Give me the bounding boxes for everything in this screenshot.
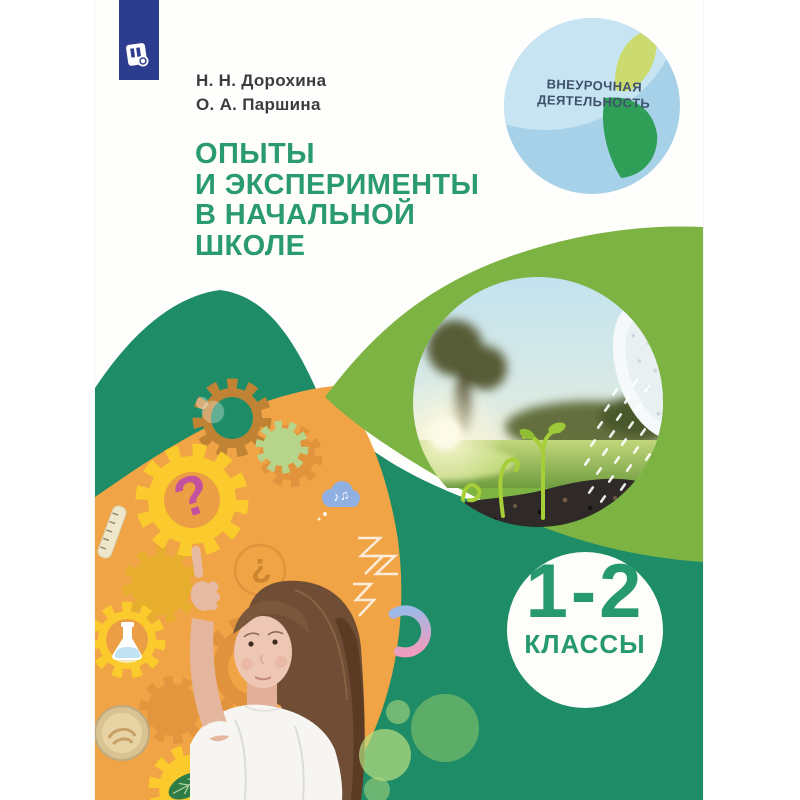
music-notes-icon: ♪♫: [331, 486, 351, 505]
authors-block: [196, 69, 326, 117]
grade-range: 1-2: [525, 549, 645, 634]
grade-label: КЛАССЫ: [524, 629, 646, 659]
title-line-3: В НАЧАЛЬНОЙ: [195, 199, 416, 231]
publisher-logo: [119, 0, 159, 80]
title-line-2: И ЭКСПЕРИМЕНТЫ: [195, 168, 480, 201]
author-line-1: Н. Н. Дорохина: [196, 71, 327, 90]
badge-text-line-2: ДЕЯТЕЛЬНОСТЬ: [536, 92, 651, 111]
cover-artwork: [95, 0, 703, 800]
badge-text: [513, 75, 674, 113]
title-line-4: ШКОЛЕ: [195, 229, 306, 262]
title-line-1: ОПЫТЫ: [195, 138, 315, 170]
badge-text-line-1: ВНЕУРОЧНАЯ: [546, 76, 643, 95]
petri-dish-icon: [95, 706, 149, 760]
author-line-2: О. А. Паршина: [196, 95, 321, 114]
grade-block: [507, 549, 663, 659]
question-mark-doodle: ?: [165, 460, 218, 531]
inverted-question-doodle: ¿: [247, 545, 273, 587]
book-cover: [95, 0, 703, 800]
book-title: [195, 139, 479, 261]
